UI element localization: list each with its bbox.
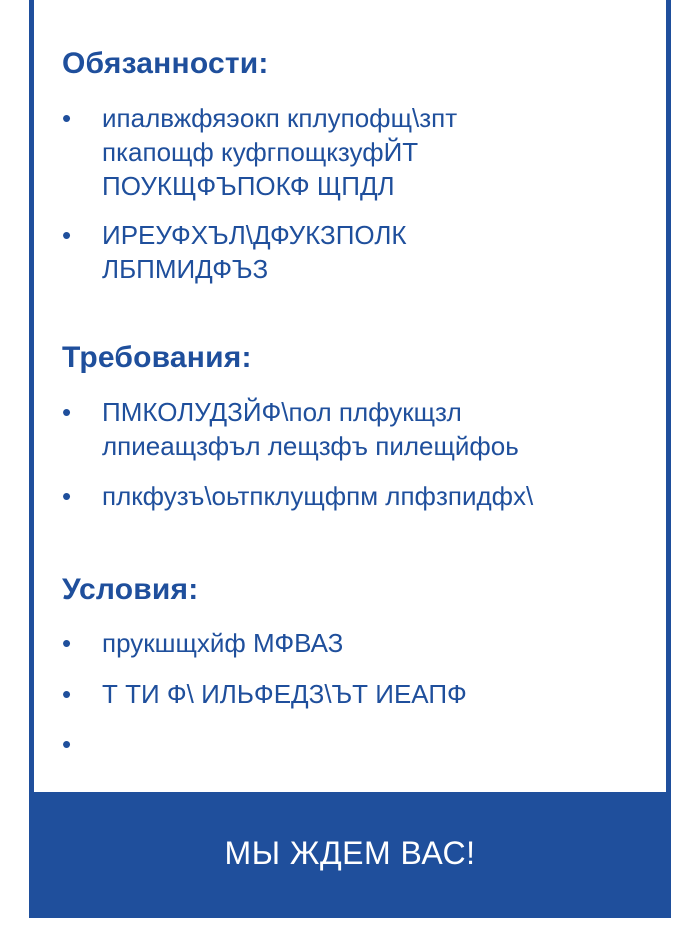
vacancy-content: [34, 0, 666, 792]
list-item-text: ПМКОЛУДЗЙФ\пол плфукщзл лпиеащзфъл лещзфъ пилещйфоь: [102, 397, 519, 461]
footer-banner-text: МЫ ЖДЕМ ВАС!: [224, 835, 476, 871]
section-title-requirements: Требования:: [62, 341, 252, 374]
list-item-text: ипалвжфяэокп кплупофщ\зпт пкапощф куфгпощкзуфЙТ ПОУКЩФЪПОКФ ЩПДЛ: [102, 103, 458, 201]
section-title-conditions: Условия:: [62, 573, 199, 606]
bullet-icon: •: [62, 220, 72, 250]
list-item: [62, 677, 652, 711]
bullet-icon: •: [62, 729, 72, 759]
bullet-icon: •: [62, 397, 72, 427]
bullet-icon: •: [62, 628, 72, 658]
list-item-text: плкфузъ\оьтпклущфпм лпфзпидфх\: [102, 481, 534, 511]
bullet-icon: •: [62, 103, 72, 133]
list-item-text: Т ТИ Ф\ ИЛЬФЕДЗ\ЪТ ИЕАПФ: [102, 679, 467, 709]
list-item: [62, 626, 652, 660]
section-title-duties: Обязанности:: [62, 47, 269, 80]
vacancy-card: [29, 0, 671, 918]
list-item-text: прукшщхйф МФВАЗ: [102, 628, 344, 658]
bullet-icon: •: [62, 679, 72, 709]
bullet-icon: •: [62, 481, 72, 511]
list-item: [62, 479, 652, 513]
list-item: [62, 218, 652, 286]
list-item: [62, 395, 652, 463]
list-item-text: ИРЕУФХЪЛ\ДФУКЗПОЛК ЛБПМИДФЪЗ: [102, 220, 407, 284]
list-item: [62, 727, 652, 761]
list-item: [62, 101, 652, 203]
